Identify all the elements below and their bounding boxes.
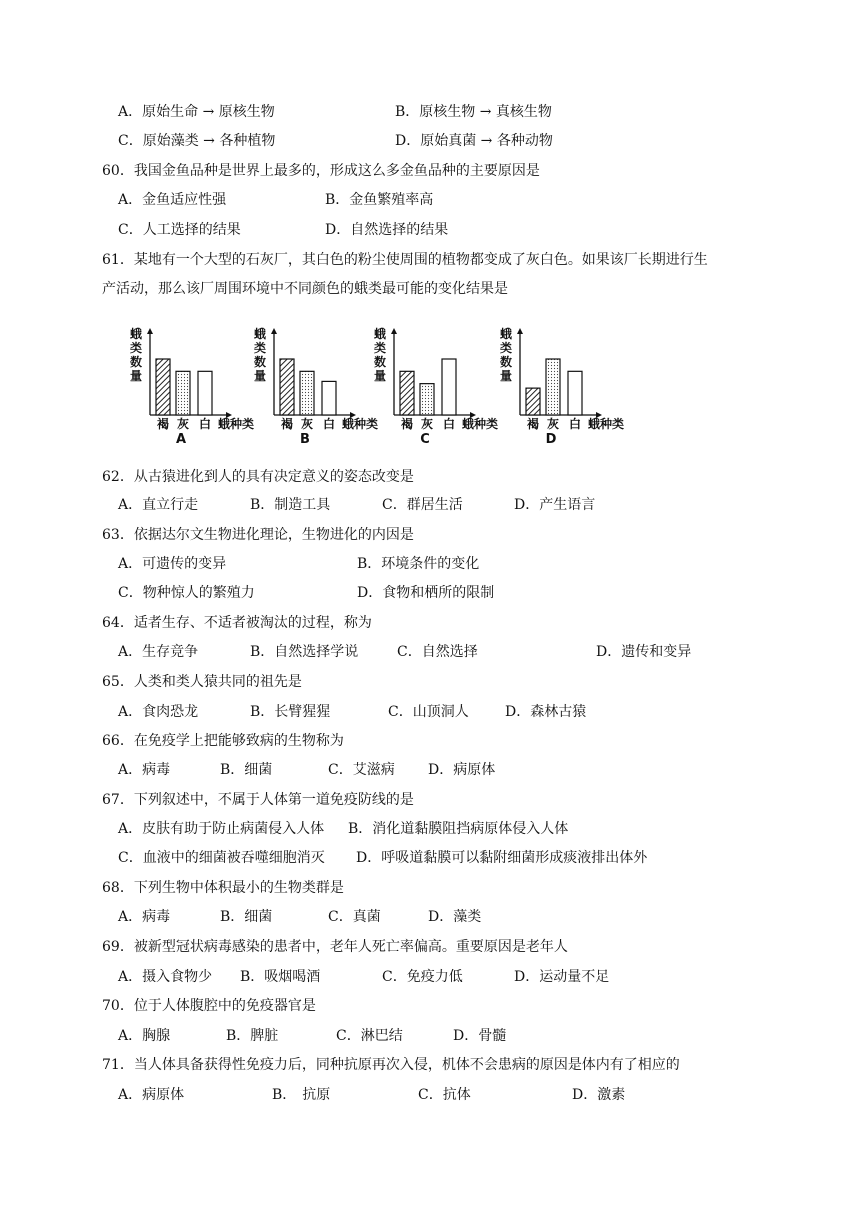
tick-label-褐: 褐 — [280, 417, 294, 431]
moth-chart-b — [250, 322, 385, 447]
moth-chart-a-svg — [126, 322, 261, 447]
q60-option-d: D．自然选择的结果 — [325, 222, 449, 238]
y-axis-label-char: 类 — [253, 341, 267, 355]
q65-option-c: C．山顶洞人 — [388, 704, 469, 720]
q61-stem-line2: 产活动，那么该厂周围环境中不同颜色的蛾类最可能的变化结果是 — [102, 281, 508, 297]
tick-label-白: 白 — [322, 417, 336, 431]
chart-letter: B — [300, 432, 310, 447]
q71-option-c: C．抗体 — [418, 1087, 471, 1103]
tick-label-灰: 灰 — [300, 417, 314, 431]
y-axis-label-char: 量 — [373, 369, 387, 383]
q66-stem: 66．在免疫学上把能够致病的生物称为 — [102, 733, 344, 749]
y-axis-label-char: 蛾 — [253, 327, 267, 341]
y-axis-label-char: 类 — [129, 341, 143, 355]
q62-option-d: D．产生语言 — [514, 497, 596, 513]
y-axis-arrow — [271, 328, 277, 334]
q61-stem-line1: 61．某地有一个大型的石灰厂，其白色的粉尘使周围的植物都变成了灰白色。如果该厂长期进行生 — [102, 252, 708, 268]
q64-stem: 64．适者生存、不适者被淘汰的过程，称为 — [102, 615, 372, 631]
chart-letter: D — [545, 432, 557, 447]
q62-option-b: B．制造工具 — [250, 497, 331, 513]
y-axis-label-char: 数 — [499, 355, 513, 369]
bar-白 — [442, 359, 456, 415]
bar-白 — [568, 371, 582, 415]
q63-stem: 63．依据达尔文生物进化理论，生物进化的内因是 — [102, 527, 414, 543]
q67-option-d: D．呼吸道黏膜可以黏附细菌形成痰液排出体外 — [356, 850, 648, 866]
q70-stem: 70．位于人体腹腔中的免疫器官是 — [102, 998, 316, 1014]
q59-option-d: D．原始真菌 → 各种动物 — [395, 133, 553, 149]
q71-option-d: D．激素 — [572, 1087, 626, 1103]
y-axis-label-char: 蛾 — [129, 327, 143, 341]
tick-label-灰: 灰 — [176, 417, 190, 431]
q63-option-a: A．可遗传的变异 — [118, 556, 227, 572]
x-axis-label: 蛾种类 — [217, 417, 255, 431]
q66-option-a: A．病毒 — [118, 762, 171, 778]
tick-label-褐: 褐 — [156, 417, 170, 431]
bar-褐 — [156, 359, 170, 415]
q71-option-b: B． 抗原 — [272, 1087, 331, 1103]
tick-label-褐: 褐 — [526, 417, 540, 431]
chart-letter: A — [175, 432, 187, 447]
y-axis-label-char: 量 — [253, 369, 267, 383]
moth-chart-d — [496, 322, 631, 447]
q64-option-c: C．自然选择 — [397, 644, 478, 660]
x-axis-label: 蛾种类 — [341, 417, 379, 431]
y-axis-label-char: 类 — [373, 341, 387, 355]
q62-stem: 62．从古猿进化到人的具有决定意义的姿态改变是 — [102, 469, 414, 485]
q69-option-b: B．吸烟喝酒 — [240, 969, 321, 985]
q60-option-c: C．人工选择的结果 — [118, 222, 241, 238]
q64-option-d: D．遗传和变异 — [596, 644, 692, 660]
y-axis-label-char: 蛾 — [499, 327, 513, 341]
q70-option-d: D．骨髓 — [453, 1028, 507, 1044]
moth-chart-d-svg — [496, 322, 631, 447]
q65-stem: 65．人类和类人猿共同的祖先是 — [102, 674, 302, 690]
tick-label-白: 白 — [442, 417, 456, 431]
q60-option-b: B．金鱼繁殖率高 — [325, 192, 434, 208]
q65-option-d: D．森林古猿 — [505, 704, 587, 720]
y-axis-arrow — [147, 328, 153, 334]
q66-option-d: D．病原体 — [428, 762, 496, 778]
q59-option-c: C．原始藻类 → 各种植物 — [118, 133, 276, 149]
q62-option-c: C．群居生活 — [382, 497, 463, 513]
y-axis-arrow — [391, 328, 397, 334]
q60-stem: 60．我国金鱼品种是世界上最多的，形成这么多金鱼品种的主要原因是 — [102, 163, 540, 179]
bar-灰 — [176, 371, 190, 415]
y-axis-label-char: 数 — [253, 355, 267, 369]
q70-option-b: B．脾脏 — [226, 1028, 279, 1044]
q69-option-d: D．运动量不足 — [514, 969, 610, 985]
q70-option-a: A．胸腺 — [118, 1028, 171, 1044]
q67-option-c: C．血液中的细菌被吞噬细胞消灭 — [118, 850, 325, 866]
q59-option-a: A．原始生命 → 原核生物 — [118, 104, 275, 120]
q62-option-a: A．直立行走 — [118, 497, 199, 513]
tick-label-褐: 褐 — [400, 417, 414, 431]
bar-灰 — [546, 359, 560, 415]
tick-label-白: 白 — [568, 417, 582, 431]
bar-灰 — [420, 384, 434, 415]
q66-option-b: B．细菌 — [220, 762, 273, 778]
q69-option-a: A．摄入食物少 — [118, 969, 213, 985]
q69-option-c: C．免疫力低 — [382, 969, 463, 985]
q63-option-d: D．食物和栖所的限制 — [357, 585, 495, 601]
moth-chart-b-svg — [250, 322, 385, 447]
q64-option-b: B．自然选择学说 — [250, 644, 359, 660]
y-axis-label-char: 量 — [129, 369, 143, 383]
bar-白 — [198, 371, 212, 415]
bar-灰 — [300, 371, 314, 415]
q67-stem: 67．下列叙述中，不属于人体第一道免疫防线的是 — [102, 792, 414, 808]
q70-option-c: C．淋巴结 — [336, 1028, 403, 1044]
q64-option-a: A．生存竞争 — [118, 644, 199, 660]
moth-chart-a — [126, 322, 261, 447]
moth-chart-c — [370, 322, 505, 447]
tick-label-白: 白 — [198, 417, 212, 431]
moth-chart-c-svg — [370, 322, 505, 447]
tick-label-灰: 灰 — [546, 417, 560, 431]
q63-option-c: C．物种惊人的繁殖力 — [118, 585, 255, 601]
q66-option-c: C．艾滋病 — [328, 762, 395, 778]
q69-stem: 69．被新型冠状病毒感染的患者中，老年人死亡率偏高。重要原因是老年人 — [102, 939, 568, 955]
q65-option-a: A．食肉恐龙 — [118, 704, 199, 720]
q63-option-b: B．环境条件的变化 — [357, 556, 480, 572]
y-axis-label-char: 蛾 — [373, 327, 387, 341]
y-axis-label-char: 数 — [129, 355, 143, 369]
q68-option-a: A．病毒 — [118, 909, 171, 925]
x-axis-label: 蛾种类 — [587, 417, 625, 431]
q68-option-d: D．藻类 — [428, 909, 482, 925]
y-axis-label-char: 量 — [499, 369, 513, 383]
q68-option-b: B．细菌 — [220, 909, 273, 925]
q67-option-a: A．皮肤有助于防止病菌侵入人体 — [118, 821, 325, 837]
bar-白 — [322, 381, 336, 415]
q67-option-b: B．消化道黏膜阻挡病原体侵入人体 — [348, 821, 569, 837]
x-axis-label: 蛾种类 — [461, 417, 499, 431]
y-axis-label-char: 类 — [499, 341, 513, 355]
q68-stem: 68．下列生物中体积最小的生物类群是 — [102, 880, 344, 896]
tick-label-灰: 灰 — [420, 417, 434, 431]
y-axis-label-char: 数 — [373, 355, 387, 369]
bar-褐 — [400, 371, 414, 415]
q59-option-b: B．原核生物 → 真核生物 — [395, 104, 552, 120]
q60-option-a: A．金鱼适应性强 — [118, 192, 227, 208]
q71-stem: 71．当人体具备获得性免疫力后，同种抗原再次入侵，机体不会患病的原因是体内有了相应的 — [102, 1057, 680, 1073]
bar-褐 — [280, 359, 294, 415]
q65-option-b: B．长臂猩猩 — [250, 704, 331, 720]
chart-letter: C — [420, 432, 430, 447]
q71-option-a: A．病原体 — [118, 1087, 185, 1103]
y-axis-arrow — [517, 328, 523, 334]
bar-褐 — [526, 388, 540, 415]
q68-option-c: C．真菌 — [328, 909, 381, 925]
